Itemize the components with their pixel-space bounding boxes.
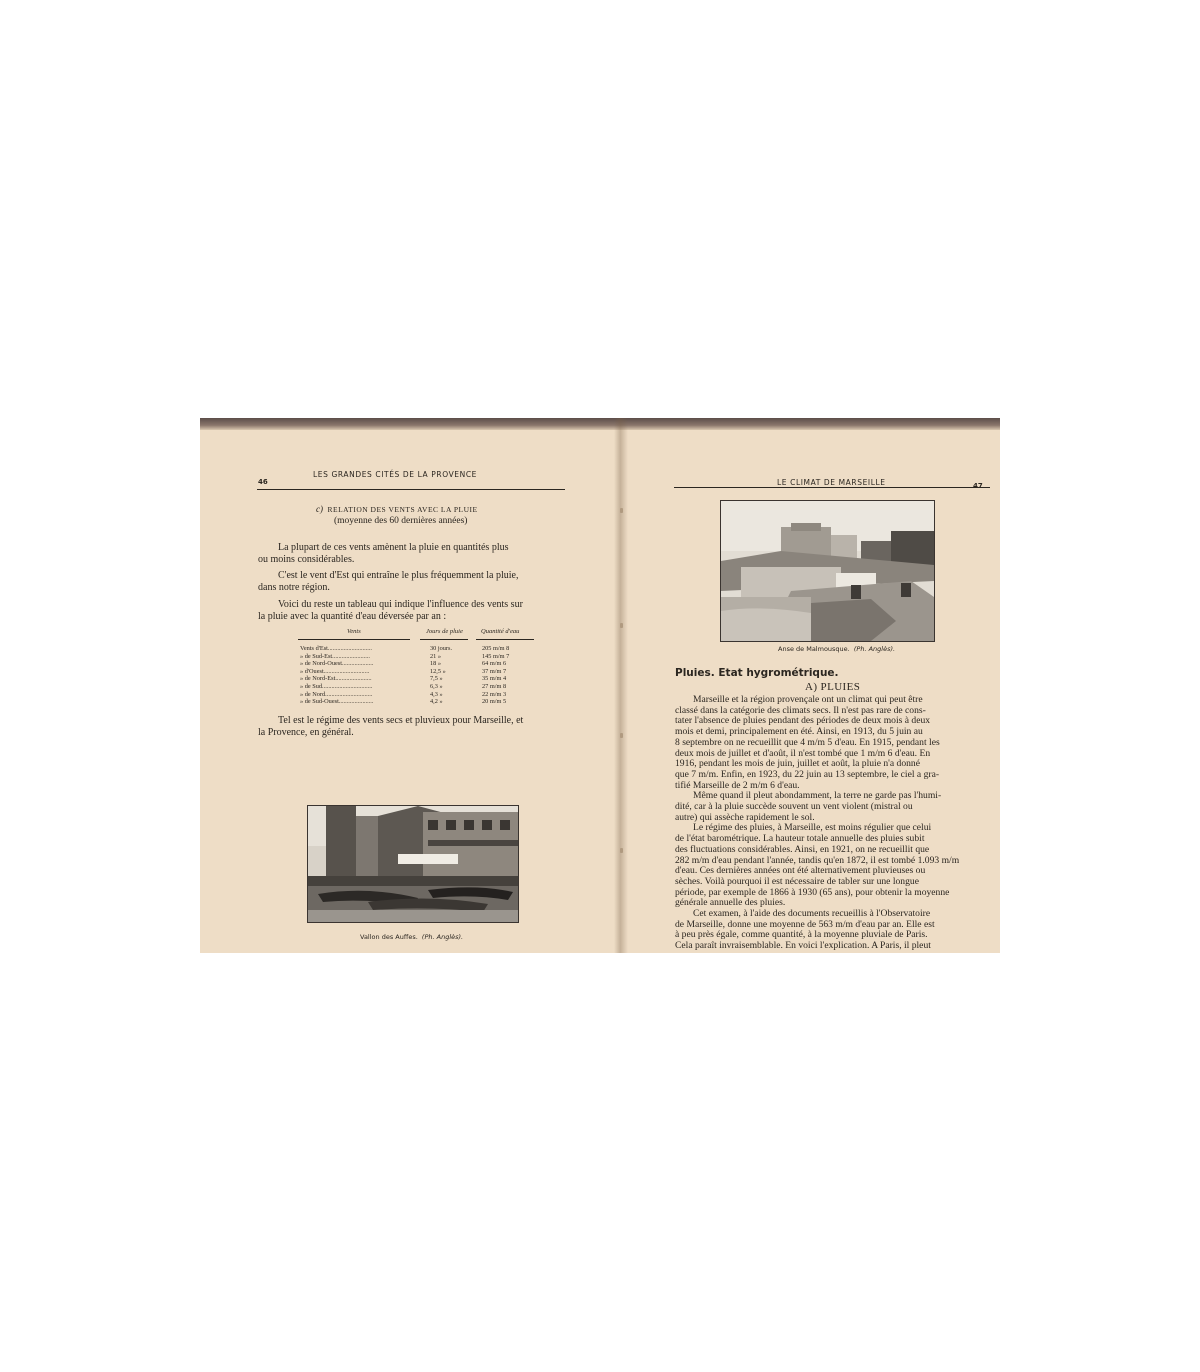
photo-caption <box>360 933 463 941</box>
body-line: tifié Marseille de 2 m/m 6 d'eau. <box>675 779 800 791</box>
photo-credit: (Ph. Anglès). <box>421 933 464 941</box>
body-line: Cet examen, à l'aide des documents recueillis à l'Observatoire <box>693 908 931 919</box>
binding-stitch <box>620 733 623 738</box>
body-line: des fluctuations considérables. Ainsi, en 1921, on ne recueillit que <box>675 843 930 855</box>
header-rule <box>257 489 565 490</box>
body-line: deux mois de juillet et d'août, il n'est tombé que 1 m/m 6 d'eau. En <box>675 747 931 759</box>
table-cell-days: 7,5 » <box>430 675 443 683</box>
body-line: sèches. Voilà pourquoi il est nécessaire de tabler sur une longue <box>675 875 919 887</box>
table-cell-qty: 37 m/m 7 <box>482 667 507 675</box>
closing-line: Tel est le régime des vents secs et pluvieux pour Marseille, et <box>278 715 524 726</box>
section-heading: Pluies. Etat hygrométrique. <box>675 667 839 679</box>
body-line: Marseille et la région provençale ont un climat qui peut être <box>693 694 923 705</box>
table-cell-qty: 205 m/m 8 <box>482 645 510 652</box>
body-line: d'eau. Ces dernières années ont été alternativement pluvieuses ou <box>675 865 926 877</box>
binding-stitch <box>620 848 623 853</box>
table-header: Jours de pluie <box>426 628 463 635</box>
header-rule <box>674 487 990 488</box>
body-line: générale annuelle des pluies. <box>675 897 786 909</box>
section-letter: c) <box>316 504 323 514</box>
body-line: période, par exemple de 1866 à 1930 (65 ans), pour obtenir la moyenne <box>675 886 950 898</box>
page-number: 47 <box>973 482 983 490</box>
caption-text: Anse de Malmousque. <box>778 645 850 653</box>
running-head: LE CLIMAT DE MARSEILLE <box>777 478 886 487</box>
photo-vallon-des-auffes <box>307 805 519 923</box>
photo-credit: (Ph. Anglès). <box>853 645 896 653</box>
table-cell-qty: 64 m/m 6 <box>482 660 507 668</box>
table-cell-wind: » d'Ouest............................. <box>300 667 370 675</box>
table-cell-qty: 22 m/m 3 <box>482 690 507 698</box>
page-number: 46 <box>258 478 268 486</box>
table-cell-wind: » de Sud-Ouest...................... <box>300 698 374 706</box>
table-cell-qty: 35 m/m 4 <box>482 675 507 683</box>
body-line: 282 m/m d'eau pendant l'année, tandis qu'en 1872, il est tombé 1.093 m/m <box>675 854 960 866</box>
body-line: tater l'absence de pluies pendant des périodes de deux mois à deux <box>675 715 931 727</box>
table-cell-days: 21 » <box>430 652 442 660</box>
table-cell-wind: Vents d'Est............................ <box>300 645 372 652</box>
table-cell-qty: 27 m/m 8 <box>482 683 507 690</box>
paragraph-line: La plupart de ces vents amènent la pluie en quantités plus <box>278 542 509 553</box>
paragraph-line: C'est le vent d'Est qui entraîne le plus fréquemment la pluie, <box>278 570 519 581</box>
table-header: Quantité d'eau <box>481 628 520 635</box>
table-header-rule <box>420 639 468 640</box>
table-header-rule <box>476 639 534 640</box>
table-cell-days: 4,2 » <box>430 698 443 706</box>
body-line: Le régime des pluies, à Marseille, est moins régulier que celui <box>693 822 932 834</box>
section-subheading: A) PLUIES <box>805 681 861 693</box>
section-subtitle: (moyenne des 60 dernières années) <box>334 516 468 526</box>
body-line: autre) qui assèche rapidement le sol. <box>675 811 815 823</box>
table-cell-wind: » de Nord-Est....................... <box>300 675 372 683</box>
body-line: de Marseille, donne une moyenne de 563 m/m d'eau par an. Elle est <box>675 918 935 930</box>
open-book <box>200 418 1000 953</box>
body-line: Cela paraît invraisemblable. En voici l'explication. A Paris, il pleut <box>675 940 931 952</box>
book-gutter <box>614 418 628 953</box>
table-cell-days: 18 » <box>430 660 442 668</box>
binding-stitch <box>620 623 623 628</box>
table-cell-days: 12,5 » <box>430 667 446 675</box>
photo-caption <box>778 645 895 653</box>
binding-stitch <box>620 508 623 513</box>
body-line: Même quand il pleut abondamment, la terre ne garde pas l'humi- <box>693 790 942 802</box>
closing-line: la Provence, en général. <box>258 727 354 738</box>
table-cell-qty: 20 m/m 5 <box>482 698 507 706</box>
right-page <box>628 418 1000 953</box>
caption-text: Vallon des Auffes. <box>360 933 418 941</box>
table-cell-qty: 145 m/m 7 <box>482 652 510 660</box>
body-line: dité, car à la pluie succède souvent un vent violent (mistral ou <box>675 801 913 812</box>
running-head: LES GRANDES CITÉS DE LA PROVENCE <box>313 470 478 479</box>
body-line: classé dans la catégorie des climats secs. Il n'est pas rare de cons- <box>675 704 926 716</box>
body-line: que 7 m/m. Enfin, en 1923, du 22 juin au 13 septembre, le ciel a gra- <box>675 768 940 780</box>
body-line: mois et demi, principalement en été. Ainsi, en 1913, du 5 juin au <box>675 726 923 738</box>
table-header: Vents <box>347 628 361 635</box>
table-cell-wind: » de Nord-Ouest.................... <box>300 660 374 668</box>
paragraph-line: Voici du reste un tableau qui indique l'influence des vents sur <box>278 599 523 610</box>
body-line: à peu près égale, comme quantité, à la moyenne pluviale de Paris. <box>675 929 928 941</box>
table-cell-wind: » de Nord.............................. <box>300 690 373 698</box>
photo-anse-de-malmousque <box>720 500 935 642</box>
section-title <box>316 504 478 516</box>
body-line: 8 septembre on ne recueillit que 4 m/m 5 d'eau. En 1915, pendant les <box>675 736 940 748</box>
paragraph-line: la pluie avec la quantité d'eau déversée par an : <box>258 611 447 622</box>
body-line: 1916, pendant les mois de juin, juillet et août, la pluie n'a donné <box>675 758 920 770</box>
paragraph-line: dans notre région. <box>258 582 330 593</box>
section-title-text: RELATION DES VENTS AVEC LA PLUIE <box>327 505 478 514</box>
table-cell-wind: » de Sud................................ <box>300 683 373 690</box>
left-page <box>200 418 614 953</box>
table-cell-days: 30 jours. <box>430 645 453 652</box>
paragraph-line: ou moins considérables. <box>258 554 355 565</box>
table-cell-days: 4,3 » <box>430 690 443 698</box>
table-header-rule <box>298 639 410 640</box>
table-cell-wind: » de Sud-Est........................ <box>300 652 370 660</box>
body-line: de l'état barométrique. La hauteur totale annuelle des pluies subit <box>675 833 925 845</box>
table-cell-days: 6,3 » <box>430 683 443 690</box>
